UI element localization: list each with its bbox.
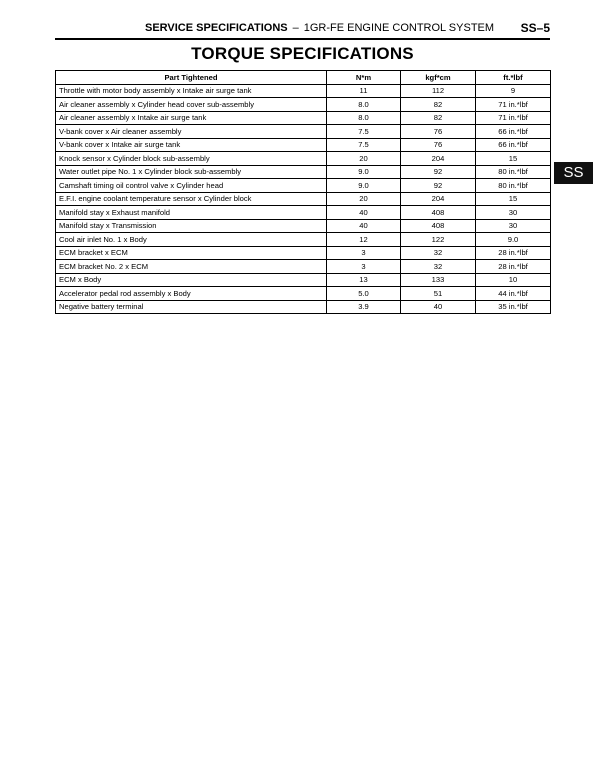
torque-spec-table	[55, 70, 551, 314]
cell-ftlbf: 44 in.*lbf	[476, 287, 551, 301]
table-row	[56, 260, 551, 274]
cell-part: Manifold stay x Exhaust manifold	[56, 206, 327, 220]
cell-kgfcm: 92	[401, 165, 476, 179]
cell-part: V-bank cover x Air cleaner assembly	[56, 125, 327, 139]
cell-nm: 9.0	[327, 179, 401, 193]
cell-nm: 9.0	[327, 165, 401, 179]
cell-ftlbf: 9	[476, 84, 551, 98]
cell-kgfcm: 408	[401, 206, 476, 220]
cell-kgfcm: 76	[401, 125, 476, 139]
cell-kgfcm: 204	[401, 152, 476, 166]
cell-ftlbf: 30	[476, 206, 551, 220]
cell-nm: 8.0	[327, 111, 401, 125]
cell-part: Accelerator pedal rod assembly x Body	[56, 287, 327, 301]
cell-nm: 40	[327, 219, 401, 233]
cell-part: Air cleaner assembly x Intake air surge tank	[56, 111, 327, 125]
cell-kgfcm: 76	[401, 138, 476, 152]
cell-part: Knock sensor x Cylinder block sub-assembly	[56, 152, 327, 166]
cell-nm: 5.0	[327, 287, 401, 301]
cell-kgfcm: 32	[401, 260, 476, 274]
table-row	[56, 165, 551, 179]
table-row	[56, 300, 551, 314]
cell-nm: 7.5	[327, 125, 401, 139]
cell-kgfcm: 112	[401, 84, 476, 98]
table-row	[56, 233, 551, 247]
cell-kgfcm: 82	[401, 98, 476, 112]
cell-nm: 11	[327, 84, 401, 98]
cell-ftlbf: 80 in.*lbf	[476, 165, 551, 179]
table-row	[56, 125, 551, 139]
cell-kgfcm: 40	[401, 300, 476, 314]
cell-part: ECM bracket x ECM	[56, 246, 327, 260]
cell-ftlbf: 28 in.*lbf	[476, 260, 551, 274]
cell-ftlbf: 66 in.*lbf	[476, 138, 551, 152]
cell-part: Throttle with motor body assembly x Intake air surge tank	[56, 84, 327, 98]
cell-nm: 7.5	[327, 138, 401, 152]
table-header-row	[56, 71, 551, 85]
cell-part: V-bank cover x Intake air surge tank	[56, 138, 327, 152]
cell-ftlbf: 15	[476, 152, 551, 166]
cell-kgfcm: 204	[401, 192, 476, 206]
table-row	[56, 179, 551, 193]
cell-ftlbf: 28 in.*lbf	[476, 246, 551, 260]
table-body	[56, 84, 551, 314]
cell-kgfcm: 408	[401, 219, 476, 233]
cell-ftlbf: 9.0	[476, 233, 551, 247]
cell-nm: 8.0	[327, 98, 401, 112]
cell-ftlbf: 10	[476, 273, 551, 287]
page-header	[55, 20, 550, 40]
col-header-ftlbf: ft.*lbf	[476, 71, 551, 85]
cell-nm: 3	[327, 260, 401, 274]
header-section: SERVICE SPECIFICATIONS	[145, 22, 288, 34]
cell-nm: 20	[327, 192, 401, 206]
cell-part: Negative battery terminal	[56, 300, 327, 314]
cell-kgfcm: 82	[401, 111, 476, 125]
cell-part: Camshaft timing oil control valve x Cylinder head	[56, 179, 327, 193]
cell-ftlbf: 35 in.*lbf	[476, 300, 551, 314]
table-row	[56, 192, 551, 206]
table-row	[56, 246, 551, 260]
header-title	[145, 22, 494, 34]
table-row	[56, 273, 551, 287]
section-tab: SS	[554, 162, 593, 184]
cell-part: Air cleaner assembly x Cylinder head cover sub-assembly	[56, 98, 327, 112]
cell-kgfcm: 133	[401, 273, 476, 287]
cell-ftlbf: 80 in.*lbf	[476, 179, 551, 193]
cell-part: Manifold stay x Transmission	[56, 219, 327, 233]
cell-ftlbf: 71 in.*lbf	[476, 111, 551, 125]
cell-kgfcm: 32	[401, 246, 476, 260]
cell-ftlbf: 15	[476, 192, 551, 206]
cell-part: Water outlet pipe No. 1 x Cylinder block sub-assembly	[56, 165, 327, 179]
cell-part: ECM bracket No. 2 x ECM	[56, 260, 327, 274]
header-separator: –	[292, 22, 299, 34]
cell-part: E.F.I. engine coolant temperature sensor x Cylinder block	[56, 192, 327, 206]
table-row	[56, 84, 551, 98]
page-number: SS–5	[520, 21, 550, 35]
cell-ftlbf: 30	[476, 219, 551, 233]
cell-part: ECM x Body	[56, 273, 327, 287]
table-row	[56, 287, 551, 301]
cell-nm: 40	[327, 206, 401, 220]
table-row	[56, 138, 551, 152]
cell-nm: 3	[327, 246, 401, 260]
col-header-nm: N*m	[327, 71, 401, 85]
cell-ftlbf: 66 in.*lbf	[476, 125, 551, 139]
page-title: TORQUE SPECIFICATIONS	[191, 44, 414, 63]
col-header-part: Part Tightened	[56, 71, 327, 85]
cell-nm: 3.9	[327, 300, 401, 314]
cell-nm: 20	[327, 152, 401, 166]
table-row	[56, 206, 551, 220]
table-row	[56, 111, 551, 125]
cell-part: Cool air inlet No. 1 x Body	[56, 233, 327, 247]
col-header-kgfcm: kgf*cm	[401, 71, 476, 85]
cell-ftlbf: 71 in.*lbf	[476, 98, 551, 112]
cell-kgfcm: 122	[401, 233, 476, 247]
table-row	[56, 219, 551, 233]
cell-nm: 12	[327, 233, 401, 247]
cell-nm: 13	[327, 273, 401, 287]
header-system: 1GR-FE ENGINE CONTROL SYSTEM	[303, 22, 495, 34]
cell-kgfcm: 92	[401, 179, 476, 193]
table-row	[56, 98, 551, 112]
cell-kgfcm: 51	[401, 287, 476, 301]
table-row	[56, 152, 551, 166]
